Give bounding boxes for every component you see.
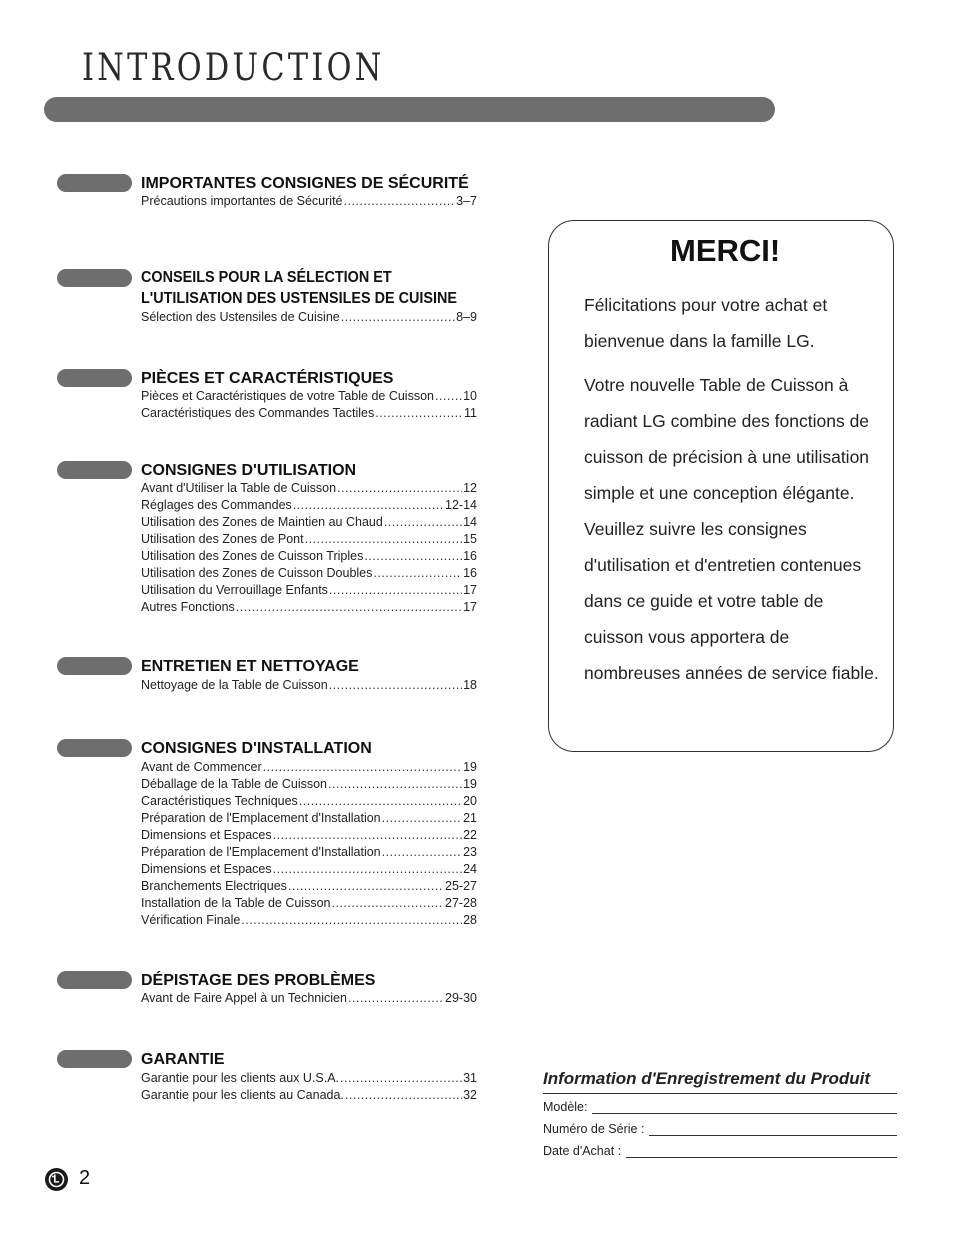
merci-box <box>548 220 894 752</box>
section-items <box>141 388 477 422</box>
serial-label: Numéro de Série : <box>543 1122 645 1136</box>
toc-entry[interactable] <box>141 759 477 776</box>
section-items <box>141 193 477 210</box>
toc-entry[interactable] <box>141 193 477 210</box>
toc-entry-pages: 19 <box>463 777 477 791</box>
section-items <box>141 309 477 326</box>
toc-entry-title: Branchements Electriques <box>141 879 287 893</box>
toc-entry-title: Avant de Commencer <box>141 760 262 774</box>
toc-entry-pages: 11 <box>464 406 477 420</box>
toc-entry[interactable] <box>141 844 477 861</box>
toc-entry[interactable] <box>141 514 477 531</box>
toc-entry-title: Autres Fonctions <box>141 600 235 614</box>
section-items <box>141 677 477 694</box>
toc-entry[interactable] <box>141 497 477 514</box>
section-heading-line2: L'UTILISATION DES USTENSILES DE CUISINE <box>141 290 457 307</box>
toc-entry-title: Avant de Faire Appel à un Technicien <box>141 991 347 1005</box>
toc-entry[interactable] <box>141 565 477 582</box>
merci-paragraph-welcome: Félicitations pour votre achat et bienvenue dans la famille LG. <box>584 295 828 351</box>
toc-entry-title: Préparation de l'Emplacement d'Installation <box>141 845 381 859</box>
toc-entry-pages: 23 <box>463 845 477 859</box>
toc-entry[interactable] <box>141 895 477 912</box>
toc-entry-pages: 15 <box>463 532 477 546</box>
section-heading: ENTRETIEN ET NETTOYAGE <box>141 658 359 675</box>
toc-entry-pages: 16 <box>463 549 477 563</box>
toc-entry-title: Utilisation des Zones de Maintien au Chaud <box>141 515 383 529</box>
toc-entry-pages: 18 <box>463 678 477 692</box>
serial-line[interactable] <box>649 1122 897 1136</box>
toc-entry[interactable] <box>141 1087 477 1104</box>
toc-entry-title: Utilisation des Zones de Cuisson Doubles <box>141 566 373 580</box>
toc-entry-pages: 22 <box>463 828 477 842</box>
model-field[interactable] <box>543 1100 897 1114</box>
toc-entry[interactable] <box>141 878 477 895</box>
toc-entry-pages: 20 <box>463 794 477 808</box>
merci-paragraph-description: Votre nouvelle Table de Cuisson à radiant LG combine des fonctions de cuisson de précision à une utilisation simple et une conception élégante. Veuillez suivre les consignes d'utilisation et d'entretien contenues dans ce guide et votre table de cuisson vous apportera de nombreuses années de service fiable. <box>584 375 879 683</box>
section-pill <box>57 971 132 989</box>
section-pill <box>57 369 132 387</box>
toc-entry-title: Avant d'Utiliser la Table de Cuisson <box>141 481 337 495</box>
toc-entry-pages: 14 <box>463 515 477 529</box>
toc-entry-title: Vérification Finale <box>141 913 241 927</box>
section-heading: DÉPISTAGE DES PROBLÈMES <box>141 972 376 989</box>
purchase-date-field[interactable] <box>543 1144 897 1158</box>
registration-title: Information d'Enregistrement du Produit <box>543 1069 871 1088</box>
toc-entry-title: Garantie pour les clients au Canada. <box>141 1088 344 1102</box>
registration-rule <box>543 1093 897 1094</box>
toc-entry[interactable] <box>141 405 477 422</box>
toc-entry-pages: 29-30 <box>445 991 477 1005</box>
toc-entry-title: Précautions importantes de Sécurité <box>141 194 343 208</box>
toc-entry-title: Pièces et Caractéristiques de votre Table de Cuisson <box>141 389 434 403</box>
toc-entry-pages: 25-27 <box>445 879 477 893</box>
toc-entry-pages: 16 <box>463 566 477 580</box>
toc-entry-pages: 24 <box>463 862 477 876</box>
page-number: 2 <box>79 1167 91 1189</box>
toc-entry-pages: 3–7 <box>456 194 477 208</box>
toc-entry-title: Utilisation des Zones de Cuisson Triples <box>141 549 364 563</box>
toc-entry[interactable] <box>141 582 477 599</box>
section-pill <box>57 269 132 287</box>
toc-entry-title: Caractéristiques Techniques <box>141 794 298 808</box>
toc-entry-pages: 17 <box>463 583 477 597</box>
toc-entry[interactable] <box>141 480 477 497</box>
purchase-date-label: Date d'Achat : <box>543 1144 622 1158</box>
toc-entry-pages: 32 <box>463 1088 477 1102</box>
toc-entry-title: Dimensions et Espaces <box>141 862 272 876</box>
toc-entry-title: Caractéristiques des Commandes Tactiles <box>141 406 375 420</box>
toc-entry[interactable] <box>141 810 477 827</box>
section-pill <box>57 1050 132 1068</box>
toc-entry-pages: 8–9 <box>456 310 477 324</box>
merci-title: MERCI! <box>670 233 781 268</box>
section-pill <box>57 174 132 192</box>
section-heading: GARANTIE <box>141 1051 225 1068</box>
model-label: Modèle: <box>543 1100 588 1114</box>
model-line[interactable] <box>592 1100 897 1114</box>
section-items <box>141 1070 477 1104</box>
section-heading: IMPORTANTES CONSIGNES DE SÉCURITÉ <box>141 175 469 192</box>
toc-entry-title: Sélection des Ustensiles de Cuisine <box>141 310 340 324</box>
toc-entry[interactable] <box>141 1070 477 1087</box>
toc-entry-pages: 28 <box>463 913 477 927</box>
toc-entry[interactable] <box>141 861 477 878</box>
toc-entry-title: Utilisation du Verrouillage Enfants <box>141 583 328 597</box>
title-bar <box>44 97 775 122</box>
toc-entry[interactable] <box>141 827 477 844</box>
purchase-date-line[interactable] <box>626 1144 897 1158</box>
toc-entry-title: Dimensions et Espaces <box>141 828 272 842</box>
section-heading: CONSIGNES D'INSTALLATION <box>141 740 372 757</box>
toc-entry-pages: 10 <box>463 389 477 403</box>
toc-entry[interactable] <box>141 309 477 326</box>
section-items <box>141 990 477 1007</box>
toc-entry-title: Déballage de la Table de Cuisson <box>141 777 328 791</box>
section-pill <box>57 657 132 675</box>
toc-entry-pages: 27-28 <box>445 896 477 910</box>
lg-logo-icon <box>45 1168 68 1191</box>
toc-entry[interactable] <box>141 531 477 548</box>
toc-entry[interactable] <box>141 599 477 616</box>
section-pill <box>57 461 132 479</box>
section-items <box>141 480 477 616</box>
toc-entry[interactable] <box>141 912 477 929</box>
section-pill <box>57 739 132 757</box>
toc-entry-title: Utilisation des Zones de Pont <box>141 532 304 546</box>
toc-entry[interactable] <box>141 990 477 1007</box>
toc-entry-pages: 12-14 <box>445 498 477 512</box>
page-title: INTRODUCTION <box>82 46 385 89</box>
toc-entry-pages: 21 <box>463 811 477 825</box>
toc-entry-pages: 31 <box>463 1071 477 1085</box>
toc-entry-title: Préparation de l'Emplacement d'Installation <box>141 811 381 825</box>
toc-entry-pages: 12 <box>463 481 477 495</box>
toc-entry[interactable] <box>141 776 477 793</box>
section-heading: CONSIGNES D'UTILISATION <box>141 462 357 479</box>
toc-entry[interactable] <box>141 388 477 405</box>
section-heading: PIÈCES ET CARACTÉRISTIQUES <box>141 370 394 387</box>
toc-entry-title: Nettoyage de la Table de Cuisson <box>141 678 328 692</box>
serial-field[interactable] <box>543 1122 897 1136</box>
toc-entry[interactable] <box>141 548 477 565</box>
section-items <box>141 759 477 929</box>
toc-entry[interactable] <box>141 793 477 810</box>
toc-entry-title: Installation de la Table de Cuisson <box>141 896 331 910</box>
toc-entry-title: Réglages des Commandes <box>141 498 292 512</box>
section-heading: CONSEILS POUR LA SÉLECTION ET <box>141 269 392 286</box>
toc-entry-pages: 17 <box>463 600 477 614</box>
toc-entry-title: Garantie pour les clients aux U.S.A. <box>141 1071 340 1085</box>
toc-entry-pages: 19 <box>463 760 477 774</box>
toc-entry[interactable] <box>141 677 477 694</box>
